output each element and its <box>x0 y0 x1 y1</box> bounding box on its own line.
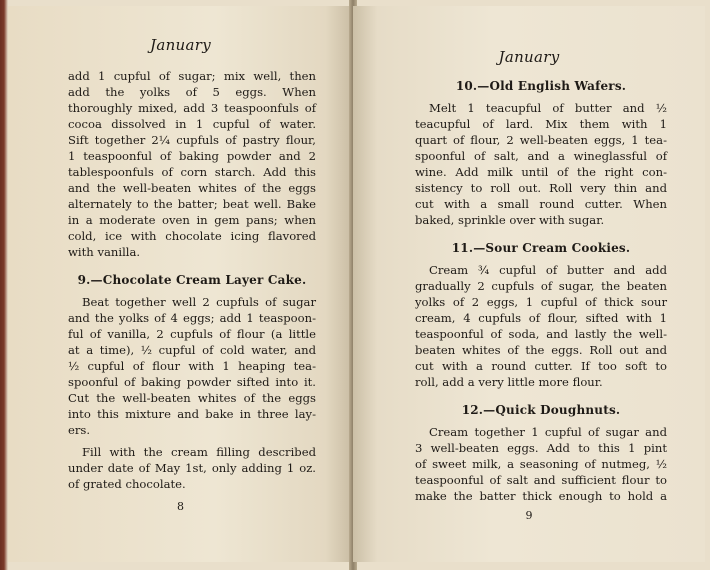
text-line: make the batter thick enough to hold a <box>415 489 667 503</box>
text-line: at a time), ½ cupful of cold water, and <box>68 343 316 357</box>
text-line: cut with a small round cutter. When <box>415 197 667 211</box>
text-line: into this mixture and bake in three lay- <box>68 407 316 421</box>
running-head-right: January <box>498 48 560 66</box>
text-line: under date of May 1st, only adding 1 oz. <box>68 461 316 475</box>
text-line: cream, 4 cupfuls of flour, sifted with 1 <box>415 311 667 325</box>
left-page-body <box>68 68 316 492</box>
text-line: thoroughly mixed, add 3 teaspoonfuls of <box>68 101 316 115</box>
text-line: teaspoonful of salt and sufficient flour to <box>415 473 667 487</box>
recipe-10-title: 10.—Old English Wafers. <box>455 79 627 93</box>
text-line: beaten whites of the eggs. Roll out and <box>415 343 667 357</box>
text-line: alternately to the batter; beat well. Bake <box>68 197 316 211</box>
text-line: cocoa dissolved in 1 cupful of water. <box>68 117 316 131</box>
right-page-body <box>415 78 667 504</box>
text-line: in a moderate oven in gem pans; when <box>68 213 316 227</box>
page-number-left: 8 <box>177 500 184 513</box>
text-line: wine. Add milk until of the right con- <box>415 165 667 179</box>
text-line: teaspoonful of soda, and lastly the well- <box>415 327 667 341</box>
text-line: ½ cupful of flour with 1 heaping tea- <box>68 359 316 373</box>
text-line: yolks of 2 eggs, 1 cupful of thick sour <box>415 295 667 309</box>
text-line: teacupful of lard. Mix them with 1 <box>415 117 667 131</box>
running-head-left: January <box>150 36 211 54</box>
text-line: gradually 2 cupfuls of sugar, the beaten <box>415 279 667 293</box>
text-line: spoonful of baking powder sifted into it. <box>68 375 316 389</box>
text-line: 1 teaspoonful of baking powder and 2 <box>68 149 316 163</box>
text-line: spoonful of salt, and a wineglassful of <box>415 149 667 163</box>
text-line: of grated chocolate. <box>68 477 186 491</box>
text-line: Cream together 1 cupful of sugar and <box>429 425 667 439</box>
text-line: Fill with the cream filling described <box>82 445 316 459</box>
text-line: of sweet milk, a seasoning of nutmeg, ½ <box>415 457 667 471</box>
text-line: quart of flour, 2 well-beaten eggs, 1 tea- <box>415 133 667 147</box>
text-line: ers. <box>68 423 91 437</box>
recipe-9-paragraph-2 <box>68 444 316 492</box>
text-line: 3 well-beaten eggs. Add to this 1 pint <box>415 441 667 455</box>
recipe-12-body <box>415 424 667 504</box>
text-line: and the well-beaten whites of the eggs <box>68 181 316 195</box>
recipe-11-title: 11.—Sour Cream Cookies. <box>451 241 631 255</box>
text-line: cut with a round cutter. If too soft to <box>415 359 667 373</box>
recipe-9-paragraph-1 <box>68 294 316 438</box>
text-line: add the yolks of 5 eggs. When <box>68 85 316 99</box>
page-number-right: 9 <box>525 509 533 522</box>
text-line: and the yolks of 4 eggs; add 1 teaspoon- <box>68 311 316 325</box>
text-line: add 1 cupful of sugar; mix well, then <box>68 69 316 83</box>
text-line: ful of vanilla, 2 cupfuls of flour (a little <box>68 327 316 341</box>
text-line: sistency to roll out. Roll very thin and <box>415 181 667 195</box>
text-line: Cut the well-beaten whites of the eggs <box>68 391 316 405</box>
text-line: Cream ¾ cupful of butter and add <box>429 263 667 277</box>
text-line: Sift together 2¼ cupfuls of pastry flour, <box>68 133 316 147</box>
text-line: cold, ice with chocolate icing flavored <box>68 229 316 243</box>
left-page <box>8 6 353 562</box>
right-page <box>353 6 705 562</box>
recipe-8-continuation <box>68 68 316 260</box>
text-line: Melt 1 teacupful of butter and ½ <box>429 101 667 115</box>
text-line: roll, add a very little more flour. <box>415 375 603 389</box>
text-line: baked, sprinkle over with sugar. <box>415 213 605 227</box>
text-line: with vanilla. <box>68 245 141 259</box>
recipe-9-title: 9.—Chocolate Cream Layer Cake. <box>77 273 307 287</box>
recipe-10-body <box>415 100 667 228</box>
recipe-11-body <box>415 262 667 390</box>
text-line: Beat together well 2 cupfuls of sugar <box>82 295 316 309</box>
text-line: tablespoonfuls of corn starch. Add this <box>68 165 316 179</box>
recipe-12-title: 12.—Quick Doughnuts. <box>461 403 621 417</box>
